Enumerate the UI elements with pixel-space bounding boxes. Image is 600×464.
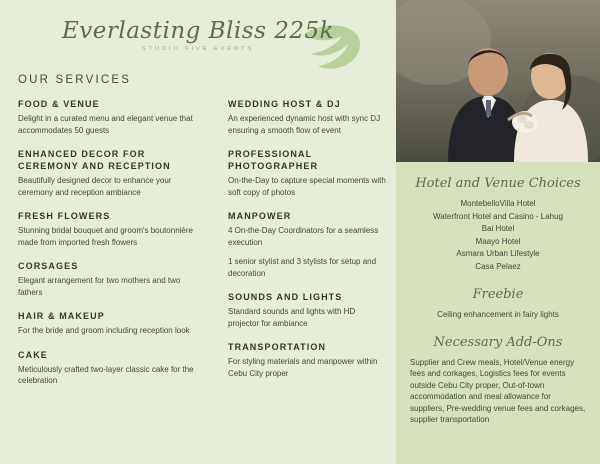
- hotel-choices-heading: Hotel and Venue Choices: [415, 176, 581, 191]
- service-description: An experienced dynamic host with sync DJ ensuring a smooth flow of event: [228, 114, 381, 135]
- addons-text: Supplier and Crew meals, Hotel/Venue energy fees and corkages, Logistics fees for events outside Cebu City proper, Out-of-town accommodation and meal allowance for suppliers, Pre-wedding venue fees and corkages, supplier transportation: [410, 357, 586, 424]
- service-description: Elegant arrangement for two mothers and two fathers: [18, 276, 181, 297]
- service-title: PROFESSIONAL PHOTOGRAPHER: [228, 149, 319, 171]
- sidebar-content: [396, 162, 600, 426]
- brand-subtitle: STUDIO FIVE EVENTS: [141, 46, 255, 52]
- service-title: CAKE: [18, 349, 48, 360]
- service-description: For the bride and groom including reception look: [18, 326, 190, 335]
- service-title: SOUNDS AND LIGHTS: [228, 292, 343, 302]
- service-item: [228, 148, 388, 198]
- service-item: [228, 210, 388, 279]
- service-description: 1 senior stylist and 3 stylists for setup and decoration: [228, 257, 377, 278]
- page-title: Everlasting Bliss 225k: [61, 18, 335, 44]
- hotel-choices-list: [396, 198, 600, 273]
- service-title: FRESH FLOWERS: [18, 211, 111, 221]
- services-column-right: [228, 98, 388, 391]
- service-item: [228, 291, 388, 329]
- service-item: [18, 310, 203, 337]
- service-title: TRANSPORTATION: [228, 342, 327, 352]
- addons-heading: Necessary Add-Ons: [433, 334, 563, 350]
- list-item: Asmara Urban Lifestyle: [456, 249, 540, 258]
- services-heading: OUR SERVICES: [18, 74, 132, 86]
- service-title: CORSAGES: [18, 261, 79, 271]
- service-item: [18, 98, 203, 136]
- services-column-left: [18, 98, 203, 399]
- service-description: Standard sounds and lights with HD projector for ambiance: [228, 307, 356, 328]
- service-item: [18, 148, 203, 198]
- list-item: Bai Hotel: [481, 224, 515, 233]
- service-title: HAIR & MAKEUP: [18, 311, 105, 321]
- service-description: Delight in a curated menu and elegant venue that accommodates 50 guests: [18, 114, 193, 135]
- list-item: Maayo Hotel: [475, 236, 521, 246]
- service-description: Beautifully designed decor to enhance your ceremony and reception ambiance: [18, 176, 172, 197]
- sidebar-panel: [396, 0, 600, 464]
- list-item: Waterfront Hotel and Casino - Lahug: [433, 211, 563, 221]
- couple-photo: [396, 0, 600, 162]
- freebie-heading: Freebie: [472, 287, 524, 302]
- service-description: Stunning bridal bouquet and groom's boutonnière made from imported fresh flowers: [18, 226, 193, 247]
- service-title: FOOD & VENUE: [18, 99, 100, 109]
- service-description: For styling materials and manpower within Cebu City proper: [228, 357, 378, 378]
- list-item: Casa Pelaez: [475, 261, 521, 271]
- service-description: 4 On-the-Day Coordinators for a seamless execution: [228, 226, 379, 247]
- service-item: [18, 349, 203, 387]
- service-description: Meticulously crafted two-layer classic cake for the celebration: [18, 364, 194, 385]
- list-item: MontebelloVilla Hotel: [460, 199, 536, 208]
- service-item: [228, 341, 388, 379]
- service-description: On-the-Day to capture special moments with soft copy of photos: [228, 176, 386, 197]
- freebie-text: Ceiling enhancement in fairy lights: [437, 310, 559, 319]
- service-title: WEDDING HOST & DJ: [228, 99, 341, 109]
- service-title: ENHANCED DECOR FOR CEREMONY AND RECEPTION: [18, 149, 171, 171]
- service-title: MANPOWER: [228, 211, 292, 221]
- service-item: [18, 210, 203, 248]
- service-item: [228, 98, 388, 136]
- service-item: [18, 260, 203, 298]
